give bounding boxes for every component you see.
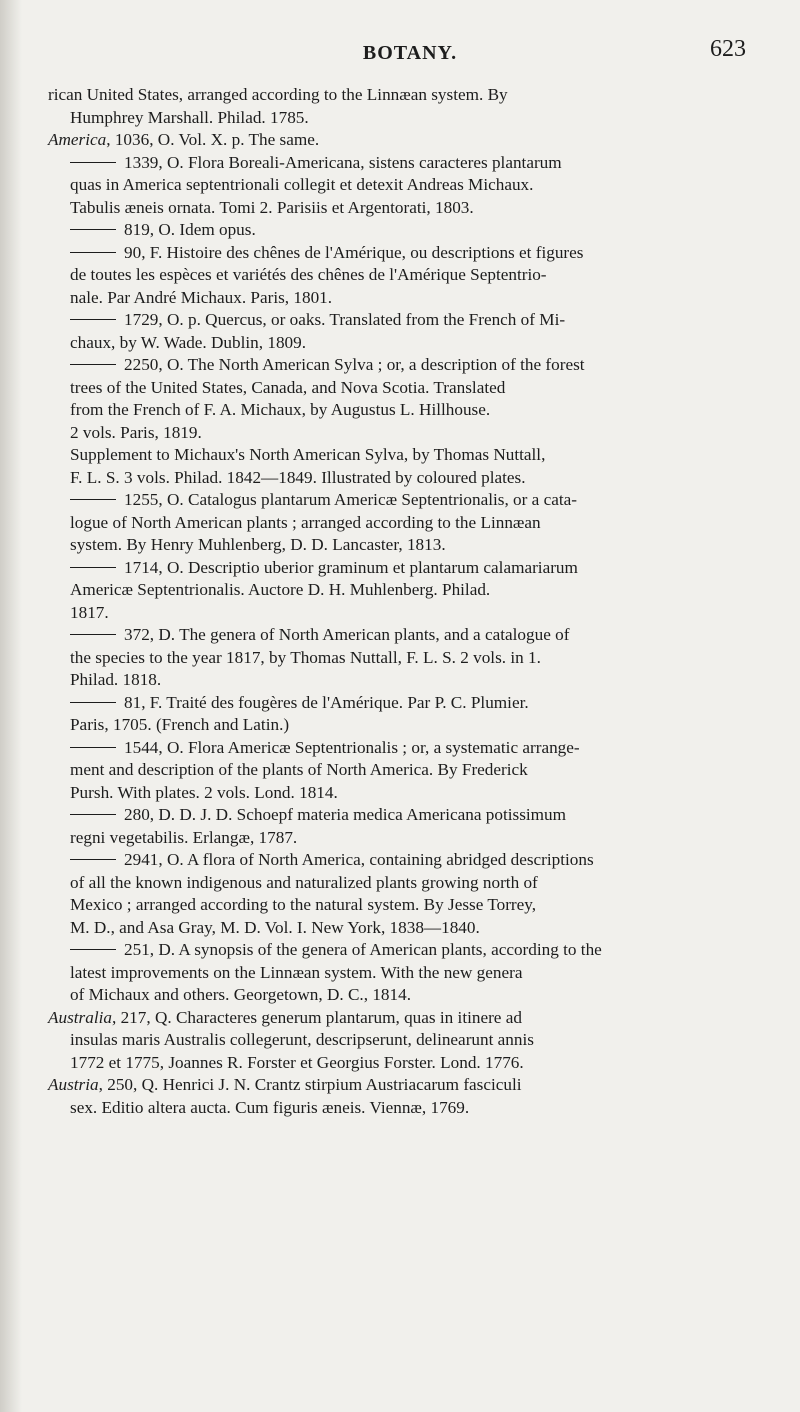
entry-line: trees of the United States, Canada, and Nova Scotia. Translated — [70, 377, 506, 397]
ditto-dash — [70, 162, 116, 163]
entry-line: 819, O. Idem opus. — [48, 219, 768, 242]
entry-line: 1729, O. p. Quercus, or oaks. Translated from the French of Mi- — [48, 309, 768, 332]
entry-line: 90, F. Histoire des chênes de l'Amérique, ou descriptions et figures — [48, 242, 768, 265]
entry-line: 81, F. Traité des fougères de l'Amérique. Par P. C. Plumier. — [48, 692, 768, 715]
entry-line: quas in America septentrionali collegit et detexit Andreas Michaux. — [70, 175, 534, 194]
entry-line: chaux, by W. Wade. Dublin, 1809. — [70, 332, 307, 352]
ditto-dash — [70, 499, 116, 500]
entry-line: from the French of F. A. Michaux, by Augustus L. Hillhouse. — [70, 400, 491, 419]
entry-line: the species to the year 1817, by Thomas Nuttall, F. L. S. 2 vols. in 1. — [70, 647, 541, 667]
entry-line: nale. Par André Michaux. Paris, 1801. — [70, 287, 333, 307]
entry-line: 1544, O. Flora Americæ Septentrionalis ; or, a systematic arrange- — [48, 737, 768, 760]
entry-line: of all the known indigenous and naturalized plants growing north of — [70, 872, 538, 892]
entry-line-country: Australia, 217, Q. Characteres generum plantarum, quas in itinere ad — [48, 1007, 522, 1027]
country-label: America — [48, 130, 107, 149]
ditto-dash — [70, 949, 116, 950]
country-label: Austria — [48, 1075, 99, 1094]
entry-line: Supplement to Michaux's North American Sylva, by Thomas Nuttall, — [70, 445, 546, 464]
entry-line: latest improvements on the Linnæan system. With the new genera — [70, 962, 523, 982]
page-number: 623 — [710, 36, 746, 62]
entry-line-country: America, 1036, O. Vol. X. p. The same. — [48, 130, 320, 149]
bibliography-list — [48, 84, 768, 1119]
entry-line: logue of North American plants ; arranged according to the Linnæan — [70, 512, 541, 532]
entry-line: sex. Editio altera aucta. Cum figuris æneis. Viennæ, 1769. — [70, 1097, 470, 1117]
entry-line: Mexico ; arranged according to the natural system. By Jesse Torrey, — [70, 895, 537, 914]
ditto-dash — [70, 364, 116, 365]
binding-gutter — [0, 0, 22, 1412]
entry-line: 1714, O. Descriptio uberior graminum et plantarum calamariarum — [48, 557, 768, 580]
entry-line: 1772 et 1775, Joannes R. Forster et Georgius Forster. Lond. 1776. — [70, 1052, 524, 1072]
running-head: BOTANY. — [362, 42, 458, 64]
entry-line: regni vegetabilis. Erlangæ, 1787. — [70, 827, 298, 847]
entry-line: M. D., and Asa Gray, M. D. Vol. I. New York, 1838—1840. — [70, 917, 480, 937]
ditto-dash — [70, 747, 116, 748]
entry-line: Humphrey Marshall. Philad. 1785. — [70, 107, 309, 127]
ditto-dash — [70, 859, 116, 860]
entry-line: 1339, O. Flora Boreali-Americana, sistens caracteres plantarum — [48, 152, 768, 175]
ditto-dash — [70, 229, 116, 230]
entry-line: Tabulis æneis ornata. Tomi 2. Parisiis et Argentorati, 1803. — [70, 197, 474, 217]
entry-line: 2941, O. A flora of North America, containing abridged descriptions — [48, 849, 768, 872]
entry-line: system. By Henry Muhlenberg, D. D. Lancaster, 1813. — [70, 535, 446, 554]
page-header — [60, 36, 760, 70]
country-label: Australia — [48, 1007, 112, 1027]
entry-line: F. L. S. 3 vols. Philad. 1842—1849. Illustrated by coloured plates. — [70, 467, 526, 487]
ditto-dash — [70, 814, 116, 815]
entry-line: 280, D. D. J. D. Schoepf materia medica Americana potissimum — [48, 804, 768, 827]
entry-line: Americæ Septentrionalis. Auctore D. H. Muhlenberg. Philad. — [70, 580, 491, 599]
entry-line: Pursh. With plates. 2 vols. Lond. 1814. — [70, 782, 338, 802]
entry-line: de toutes les espèces et variétés des chênes de l'Amérique Septentrio- — [70, 265, 547, 284]
ditto-dash — [70, 634, 116, 635]
entry-line: Paris, 1705. (French and Latin.) — [70, 715, 290, 734]
ditto-dash — [70, 252, 116, 253]
entry-line: 2250, O. The North American Sylva ; or, a description of the forest — [48, 354, 768, 377]
ditto-dash — [70, 319, 116, 320]
entry-line: 372, D. The genera of North American plants, and a catalogue of — [48, 624, 768, 647]
ditto-dash — [70, 702, 116, 703]
entry-line: insulas maris Australis collegerunt, descripserunt, delinearunt annis — [70, 1030, 534, 1049]
entry-line: 1817. — [70, 602, 109, 622]
entry-line: rican United States, arranged according to the Linnæan system. By — [48, 85, 508, 104]
ditto-dash — [70, 567, 116, 568]
entry-line: ment and description of the plants of North America. By Frederick — [70, 760, 528, 779]
entry-line: Philad. 1818. — [70, 670, 162, 689]
entry-line: of Michaux and others. Georgetown, D. C., 1814. — [70, 985, 411, 1004]
entry-line: 1255, O. Catalogus plantarum Americæ Septentrionalis, or a cata- — [48, 489, 768, 512]
entry-line: 251, D. A synopsis of the genera of American plants, according to the — [48, 939, 768, 962]
entry-line-country: Austria, 250, Q. Henrici J. N. Crantz stirpium Austriacarum fasciculi — [48, 1075, 522, 1094]
entry-line: 2 vols. Paris, 1819. — [70, 422, 202, 442]
